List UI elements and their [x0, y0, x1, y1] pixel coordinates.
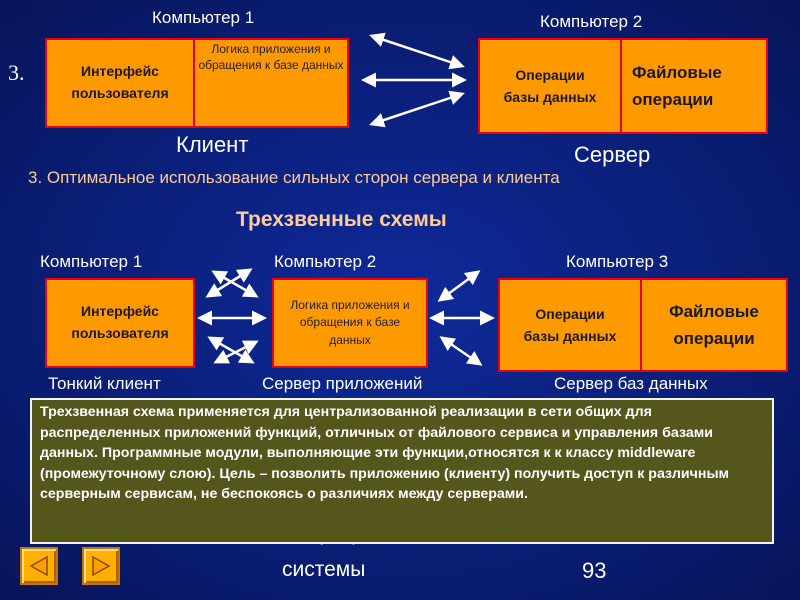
point3-text: 3. Оптимальное использование сильных сторон сервера и клиента: [28, 168, 560, 187]
three-tier-file-ops-box-text: Файловые операции: [669, 301, 759, 348]
footer-section-line2: системы: [282, 558, 366, 581]
three-tier-right-arrow-3: [442, 338, 480, 364]
arrow-right-icon: [84, 549, 118, 583]
two-tier-logic-box-text: Логика приложения и обращения к базе данных: [198, 42, 344, 72]
item-number: 3.: [8, 60, 25, 85]
db-server-label: Сервер баз данных: [554, 374, 708, 393]
client-label: Клиент: [176, 132, 249, 157]
two-tier-file-ops-box-text: Файловые операции: [632, 62, 722, 109]
prev-slide-button[interactable]: [20, 547, 58, 585]
three-tier-ui-box-text: Интерфейс пользователя: [71, 303, 169, 341]
two-tier-computer2-label: Компьютер 2: [540, 12, 643, 31]
three-tier-left-arrow-4: [210, 338, 252, 362]
server-label: Сервер: [574, 142, 651, 167]
three-tier-left-arrow-2: [214, 272, 256, 296]
description-text: Трехзвенная схема применяется для централизованной реализации в сети общих для распределенных приложений функций, отличных от файлового сервиса и управления базами данных. Программные модули, выполняющие эти функции,относятся к к классу middleware (промежуточному слою). Цель – позволить приложению (клиенту) получить доступ к различным серверным сервисам, не беспокоясь о различиях между серверами.: [40, 404, 730, 502]
two-tier-arrow-top: [372, 36, 462, 66]
two-tier-ui-box-text: Интерфейс пользователя: [71, 63, 169, 101]
three-tier-right-arrow-1: [440, 272, 478, 300]
three-tier-title: Трехзвенные схемы: [236, 208, 447, 231]
description-box: [30, 398, 774, 544]
three-tier-db-ops-box-text: Операции базы данных: [523, 305, 617, 344]
three-tier-computer2-label: Компьютер 2: [274, 252, 377, 271]
next-slide-button[interactable]: [82, 547, 120, 585]
app-server-label: Сервер приложений: [262, 374, 423, 393]
two-tier-computer1-label: Компьютер 1: [152, 8, 255, 27]
thin-client-label: Тонкий клиент: [48, 374, 161, 393]
two-tier-db-ops-box-text: Операции базы данных: [503, 66, 597, 105]
page-number: 93: [582, 558, 607, 583]
three-tier-computer1-label: Компьютер 1: [40, 252, 143, 271]
three-tier-logic-box-text: Логика приложения и обращения к базе данных: [290, 297, 410, 347]
three-tier-left-arrow-1: [208, 270, 250, 296]
arrow-left-icon: [22, 549, 56, 583]
two-tier-arrow-bottom: [372, 94, 462, 124]
three-tier-computer3-label: Компьютер 3: [566, 252, 669, 271]
